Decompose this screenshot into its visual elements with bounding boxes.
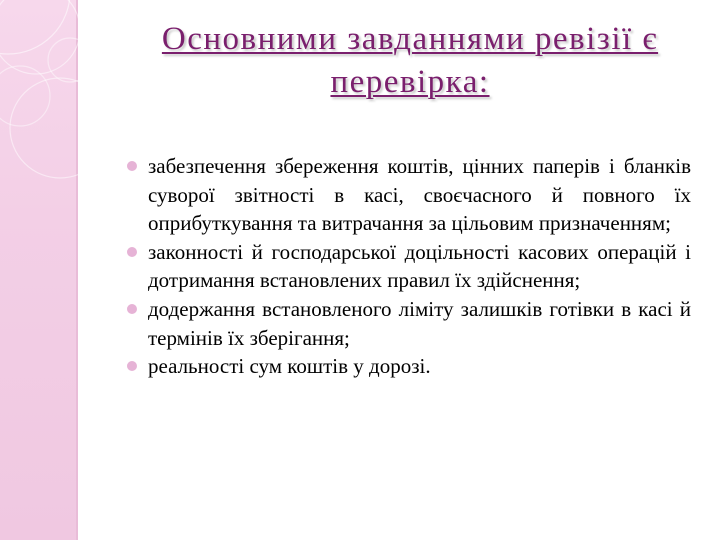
decorative-circles	[0, 0, 78, 230]
bullet-list	[148, 152, 691, 381]
list-item	[148, 352, 691, 381]
list-item-text: забезпечення збереження коштів, цінних паперів і бланків суворої звітності в касі, своєчасного й повного їх оприбуткування та витрачання за цільовим призначенням;	[148, 154, 691, 236]
list-item-text: законності й господарської доцільності касових операцій і дотримання встановлених правил їх здійснення;	[148, 239, 691, 293]
decorative-circle	[0, 0, 70, 54]
list-item-text: додержання встановленого ліміту залишків готівки в касі й термінів їх зберігання;	[148, 296, 691, 350]
decorative-circle	[48, 38, 78, 82]
bullet-dot-icon	[127, 247, 137, 257]
decorative-circle	[0, 0, 78, 74]
bullet-dot-icon	[127, 361, 137, 371]
list-item-text: реальності сум коштів у дорозі.	[148, 354, 431, 379]
bullet-dot-icon	[127, 304, 137, 314]
list-item	[148, 295, 691, 352]
bullet-dot-icon	[127, 161, 137, 171]
decorative-circle	[10, 78, 78, 178]
slide-title: Основними завданнями ревізії є перевірка:	[161, 21, 659, 100]
list-item	[148, 238, 691, 295]
decorative-circle	[0, 66, 50, 126]
list-item	[148, 152, 691, 238]
